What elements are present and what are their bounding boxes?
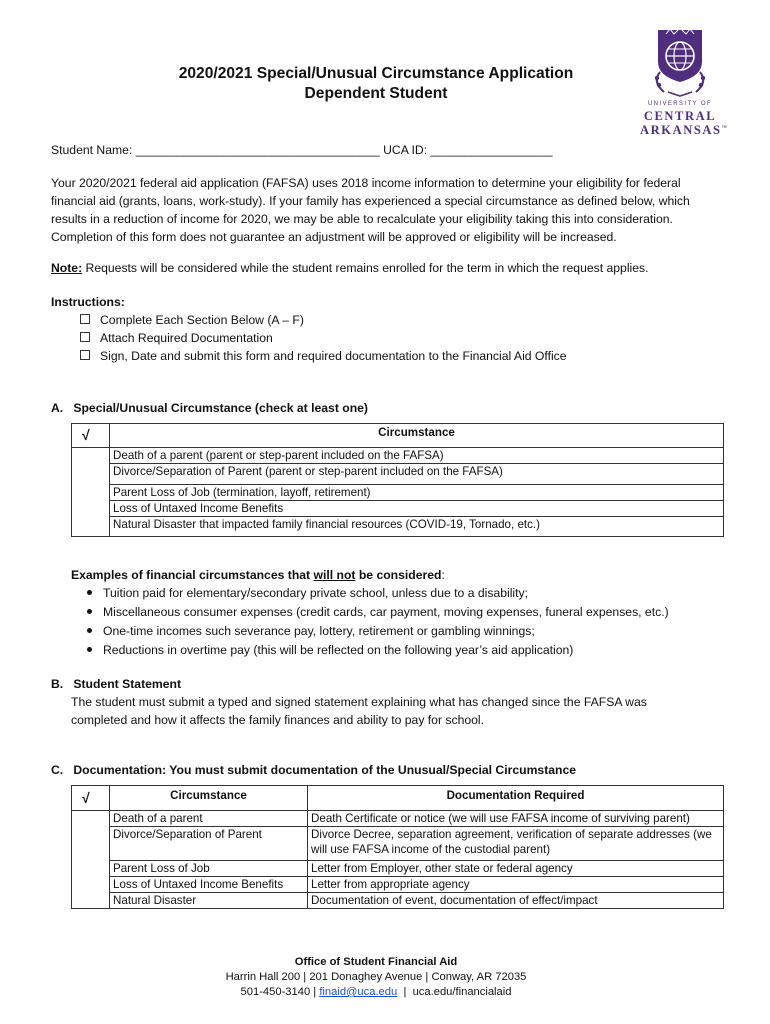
list-item-text: Miscellaneous consumer expenses (credit cards, car payment, moving expenses, funeral expenses, etc.) xyxy=(103,605,669,619)
examples-heading-emphasis: will not xyxy=(313,568,356,582)
documentation-column-header: Documentation Required xyxy=(308,786,724,811)
instructions-label: Instructions: xyxy=(51,295,125,309)
bullet-icon xyxy=(87,590,92,595)
checkbox[interactable] xyxy=(80,314,90,324)
uca-id-label: UCA ID: xyxy=(383,143,428,157)
logo-tm: ™ xyxy=(721,125,729,131)
section-letter: B. xyxy=(51,677,64,691)
note-text: Requests will be considered while the student remains enrolled for the term in which the request applies. xyxy=(82,261,649,275)
table-cell: Divorce/Separation of Parent xyxy=(110,827,308,861)
bullet-icon xyxy=(87,647,92,652)
note xyxy=(51,259,649,277)
table-cell: Parent Loss of Job (termination, layoff, retirement) xyxy=(110,485,724,501)
instruction-item xyxy=(80,347,567,365)
section-title: Special/Unusual Circumstance (check at least one) xyxy=(73,401,368,415)
table-cell: Letter from Employer, other state or federal agency xyxy=(308,861,724,877)
table-cell: Loss of Untaxed Income Benefits xyxy=(110,877,308,893)
footer-address: Harrin Hall 200 | 201 Donaghey Avenue | Conway, AR 72035 xyxy=(225,971,527,983)
table-cell: Natural Disaster xyxy=(110,893,308,909)
checkbox[interactable] xyxy=(80,350,90,360)
circumstance-table xyxy=(71,423,724,537)
section-title: Student Statement xyxy=(73,677,182,691)
list-item-text: One-time incomes such severance pay, lottery, retirement or gambling winnings; xyxy=(103,624,535,638)
footer-contact xyxy=(96,985,656,1000)
email-link[interactable]: finaid@uca.edu xyxy=(319,986,398,998)
table-cell: Death Certificate or notice (we will use FAFSA income of surviving parent) xyxy=(308,811,724,827)
instruction-item xyxy=(80,329,273,347)
table-row xyxy=(72,861,724,877)
list-item xyxy=(87,622,669,641)
university-logo xyxy=(640,26,729,137)
bullet-icon xyxy=(87,609,92,614)
student-name-label: Student Name: xyxy=(51,143,133,157)
table-row xyxy=(72,448,724,464)
page-title: 2020/2021 Special/Unusual Circumstance Application xyxy=(178,65,574,82)
examples-heading-colon: : xyxy=(441,568,445,582)
table-cell: Parent Loss of Job xyxy=(110,861,308,877)
intro-paragraph: Your 2020/2021 federal aid application (FAFSA) uses 2018 income information to determine your eligibility for federal financial aid (grants, loans, work-study). If your family has experienced a special circumstance as defined below, which results in a reduction of income for 2020, we may be able to recalculate your eligibility taking this into consideration. Completion of this form does not guarantee an adjustment will be approved or eligibility will be increased. xyxy=(51,176,690,244)
examples-heading-text: be considered xyxy=(355,568,442,582)
list-item xyxy=(87,641,669,660)
table-row xyxy=(72,517,724,537)
list-item-text: Tuition paid for elementary/secondary private school, unless due to a disability; xyxy=(103,586,528,600)
uca-id-field[interactable]: __________________ xyxy=(430,143,553,157)
footer-phone: 501-450-3140 | xyxy=(240,986,320,998)
instruction-item xyxy=(80,311,304,329)
circumstance-column-header: Circumstance xyxy=(110,786,308,811)
table-row xyxy=(72,485,724,501)
student-fields xyxy=(51,141,553,159)
table-cell: Divorce Decree, separation agreement, verification of separate addresses (we will use FAFSA income of the custodial parent) xyxy=(308,827,724,861)
table-row xyxy=(72,464,724,485)
logo-line-3-text: ARKANSAS xyxy=(640,123,722,137)
documentation-table xyxy=(71,785,724,909)
table-cell: Loss of Untaxed Income Benefits xyxy=(110,501,724,517)
section-c-heading xyxy=(51,761,576,779)
table-cell: Death of a parent (parent or step-parent included on the FAFSA) xyxy=(110,448,724,464)
website-link[interactable]: uca.edu/financialaid xyxy=(412,986,512,998)
bullet-icon xyxy=(87,628,92,633)
circumstance-column-header: Circumstance xyxy=(110,424,724,448)
footer-office: Office of Student Financial Aid xyxy=(294,956,458,968)
logo-line-1: UNIVERSITY OF xyxy=(647,101,713,107)
check-column-header: √ xyxy=(72,424,110,448)
section-b-text: The student must submit a typed and signed statement explaining what has changed since the FAFSA was completed and how it affects the family finances and ability to pay for school. xyxy=(71,695,647,727)
section-b-heading xyxy=(51,675,181,693)
footer-separator: | xyxy=(397,986,413,998)
section-title: Documentation: You must submit documentation of the Unusual/Special Circumstance xyxy=(73,763,577,777)
checkbox[interactable] xyxy=(80,332,90,342)
table-row xyxy=(72,501,724,517)
section-letter: C. xyxy=(51,763,64,777)
page-subtitle: Dependent Student xyxy=(304,85,448,102)
logo-line-2: CENTRAL xyxy=(643,109,717,123)
instruction-text: Sign, Date and submit this form and required documentation to the Financial Aid Office xyxy=(100,349,567,363)
table-header-row xyxy=(72,786,724,811)
table-row xyxy=(72,877,724,893)
section-a-heading xyxy=(51,399,368,417)
table-header-row xyxy=(72,424,724,448)
table-cell: Natural Disaster that impacted family financial resources (COVID-19, Tornado, etc.) xyxy=(110,517,724,537)
table-row xyxy=(72,893,724,909)
list-item xyxy=(87,584,669,603)
table-row xyxy=(72,811,724,827)
section-letter: A. xyxy=(51,401,64,415)
student-name-field[interactable]: ____________________________________ xyxy=(135,143,380,157)
list-item-text: Reductions in overtime pay (this will be reflected on the following year’s aid application) xyxy=(103,643,574,657)
examples-heading-text: Examples of financial circumstances that xyxy=(71,568,314,582)
check-column-header: √ xyxy=(72,786,110,811)
table-cell: Letter from appropriate agency xyxy=(308,877,724,893)
instruction-text: Complete Each Section Below (A – F) xyxy=(100,313,304,327)
instruction-text: Attach Required Documentation xyxy=(100,331,273,345)
list-item xyxy=(87,603,669,622)
check-cell[interactable] xyxy=(72,448,110,537)
examples-list xyxy=(87,584,669,660)
table-cell: Death of a parent xyxy=(110,811,308,827)
table-row xyxy=(72,827,724,861)
table-cell: Divorce/Separation of Parent (parent or step-parent included on the FAFSA) xyxy=(110,464,724,485)
table-cell: Documentation of event, documentation of effect/impact xyxy=(308,893,724,909)
uca-crest-icon xyxy=(640,26,720,100)
check-cell[interactable] xyxy=(72,811,110,909)
examples-heading xyxy=(71,566,445,584)
logo-line-3 xyxy=(640,123,729,138)
note-label: Note: xyxy=(51,261,83,275)
